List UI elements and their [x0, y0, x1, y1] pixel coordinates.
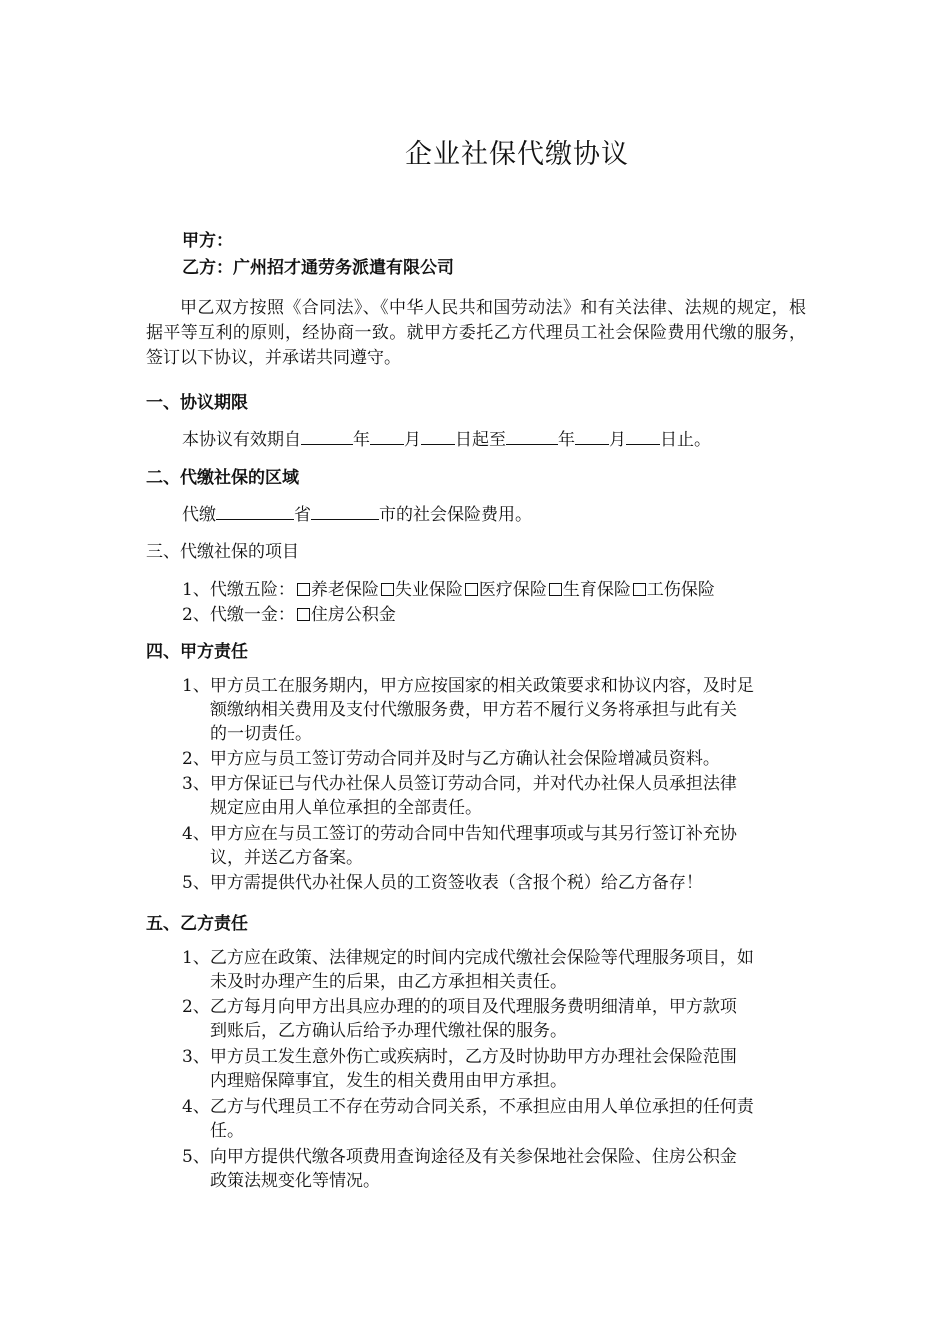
region-text-2: 省: [294, 505, 311, 525]
duty-line: 4、乙方与代理员工不存在劳动合同关系，不承担应由用人单位承担的任何责: [182, 1097, 754, 1117]
party-b-duty-item: [182, 1145, 804, 1193]
fund-option: 住房公积金: [310, 605, 396, 625]
injury-checkbox[interactable]: [633, 583, 646, 596]
document-title: 企业社保代缴协议: [405, 139, 629, 170]
pension-checkbox[interactable]: [297, 583, 310, 596]
term-text-5: 年: [558, 430, 575, 450]
start-year-blank[interactable]: [301, 428, 353, 445]
party-b-duty-item: [182, 946, 804, 994]
end-year-blank[interactable]: [506, 428, 558, 445]
party-a-duty-item: [182, 871, 804, 895]
insurance-option: 医疗保险: [478, 580, 547, 600]
insurance-option: 生育保险: [562, 580, 631, 600]
duty-line: 议，并送乙方备案。: [210, 848, 363, 868]
fund-line: [182, 600, 396, 625]
term-line: [182, 425, 711, 450]
term-text-1: 本协议有效期自: [182, 430, 301, 450]
party-b-duty-item: [182, 1045, 804, 1093]
party-a-duty-item: [182, 772, 804, 820]
insurance-option: 失业保险: [394, 580, 463, 600]
duty-line: 政策法规变化等情况。: [210, 1171, 380, 1191]
insurance-prefix: 1、代缴五险：: [182, 580, 295, 600]
section-1-heading: 一、协议期限: [146, 393, 248, 413]
duty-line: 1、乙方应在政策、法律规定的时间内完成代缴社会保险等代理服务项目，如: [182, 948, 754, 968]
term-text-6: 月: [609, 430, 626, 450]
duty-line: 额缴纳相关费用及支付代缴服务费，甲方若不履行义务将承担与此有关: [210, 700, 737, 720]
end-month-blank[interactable]: [575, 428, 609, 445]
unemployment-checkbox[interactable]: [381, 583, 394, 596]
term-text-7: 日止。: [660, 430, 711, 450]
duty-line: 5、甲方需提供代办社保人员的工资签收表（含报个税）给乙方备存！: [182, 873, 703, 893]
duty-line: 1、甲方员工在服务期内，甲方应按国家的相关政策要求和协议内容，及时足: [182, 676, 754, 696]
section-5-heading: 五、乙方责任: [146, 914, 248, 934]
term-text-2: 年: [353, 430, 370, 450]
housing-fund-checkbox[interactable]: [297, 608, 310, 621]
maternity-checkbox[interactable]: [549, 583, 562, 596]
term-text-4: 日起至: [455, 430, 506, 450]
duty-line: 内理赔保障事宜，发生的相关费用由甲方承担。: [210, 1071, 567, 1091]
duty-line: 规定应由用人单位承担的全部责任。: [210, 798, 482, 818]
duty-line: 3、甲方员工发生意外伤亡或疾病时，乙方及时协助甲方办理社会保险范围: [182, 1047, 737, 1067]
term-text-3: 月: [404, 430, 421, 450]
duty-line: 到账后，乙方确认后给予办理代缴社保的服务。: [210, 1021, 567, 1041]
party-b-duty-item: [182, 995, 804, 1043]
insurance-option: 养老保险: [310, 580, 379, 600]
party-b: 乙方：广州招才通劳务派遣有限公司: [182, 258, 454, 278]
end-day-blank[interactable]: [626, 428, 660, 445]
section-3-heading: [146, 537, 299, 562]
party-a-duty-item: [182, 822, 804, 870]
duty-line: 任。: [210, 1121, 244, 1141]
duty-line: 未及时办理产生的后果，由乙方承担相关责任。: [210, 972, 567, 992]
duty-line: 3、甲方保证已与代办社保人员签订劳动合同，并对代办社保人员承担法律: [182, 774, 737, 794]
section-2-heading: 二、代缴社保的区域: [146, 468, 299, 488]
insurance-line: [182, 575, 715, 600]
duty-line: 的一切责任。: [210, 724, 312, 744]
duty-line: 4、甲方应在与员工签订的劳动合同中告知代理事项或与其另行签订补充协: [182, 824, 737, 844]
party-a: 甲方：: [182, 231, 233, 251]
section-4-heading: 四、甲方责任: [146, 642, 248, 662]
region-line: [182, 500, 532, 525]
start-day-blank[interactable]: [421, 428, 455, 445]
insurance-option: 工伤保险: [646, 580, 715, 600]
start-month-blank[interactable]: [370, 428, 404, 445]
fund-prefix: 2、代缴一金：: [182, 605, 295, 625]
duty-line: 2、甲方应与员工签订劳动合同并及时与乙方确认社会保险增减员资料。: [182, 749, 720, 769]
region-text-1: 代缴: [182, 505, 216, 525]
party-a-duty-item: [182, 747, 804, 771]
party-a-duty-item: [182, 674, 804, 746]
city-blank[interactable]: [311, 503, 379, 520]
party-b-duty-item: [182, 1095, 804, 1143]
intro-paragraph: 甲乙双方按照《合同法》、《中华人民共和国劳动法》和有关法律、法规的规定，根据平等互利的原则，经协商一致。就甲方委托乙方代理员工社会保险费用代缴的服务，签订以下协议，并承诺共同遵守。: [146, 298, 806, 368]
duty-line: 5、向甲方提供代缴各项费用查询途径及有关参保地社会保险、住房公积金: [182, 1147, 737, 1167]
medical-checkbox[interactable]: [465, 583, 478, 596]
province-blank[interactable]: [216, 503, 294, 520]
duty-line: 2、乙方每月向甲方出具应办理的的项目及代理服务费明细清单，甲方款项: [182, 997, 737, 1017]
region-text-3: 市的社会保险费用。: [379, 505, 532, 525]
section-3-heading-text: 三、代缴社保的项目: [146, 542, 299, 562]
